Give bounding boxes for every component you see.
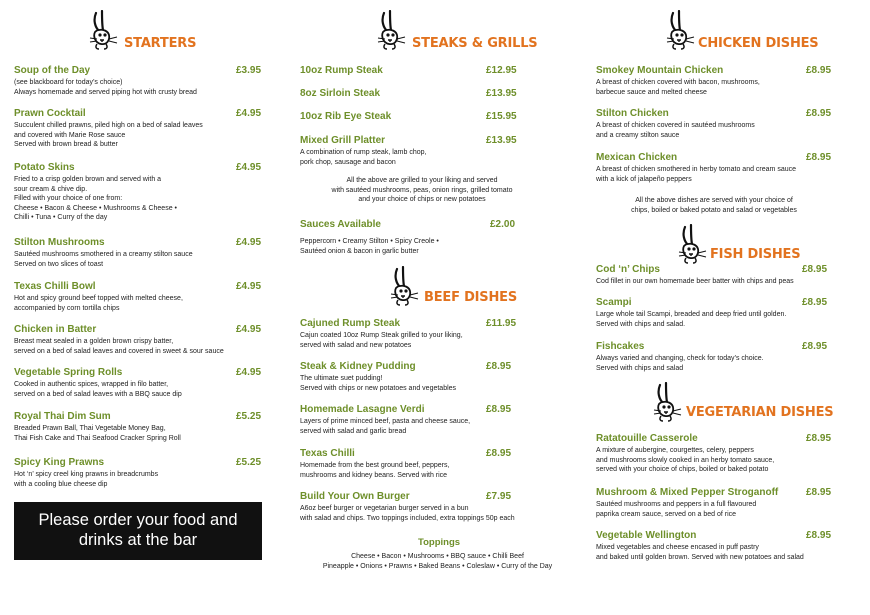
rabbit-logo-icon <box>676 224 710 264</box>
item-description <box>596 78 760 97</box>
rabbit-logo-icon <box>87 10 121 50</box>
item-description <box>14 380 182 399</box>
description-line: (see blackboard for today’s choice) <box>14 79 123 86</box>
description-line: barbecue sauce and melted cheese <box>596 88 707 96</box>
description-line: Always varied and changing, check for today’s choice. <box>596 355 764 362</box>
item-description <box>14 337 224 356</box>
description-line: paprika cream sauce, served on a bed of rice <box>596 510 737 518</box>
item-description <box>596 277 794 287</box>
item-name: Stilton Chicken <box>596 108 669 119</box>
description-line: Thai Fish Cake and Thai Seafood Cracker Spring Roll <box>14 434 181 442</box>
item-name: Prawn Cocktail <box>14 108 86 119</box>
rabbit-logo-icon <box>651 382 685 422</box>
description-line: served with your choice of chips, boiled or baked potato <box>596 466 769 474</box>
item-description <box>300 148 426 167</box>
description-line: served on a bed of salad leaves with a BBQ sauce dip <box>14 390 182 398</box>
item-price: £8.95 <box>806 152 832 163</box>
description-line: Served with brown bread & butter <box>14 141 118 149</box>
item-description <box>14 78 197 97</box>
item-name: Sauces Available <box>300 219 381 230</box>
item-price: £5.25 <box>236 411 262 422</box>
item-price: £8.95 <box>806 530 832 541</box>
description-line: A mixture of aubergine, courgettes, celery, peppers <box>596 447 754 454</box>
item-price: £11.95 <box>486 318 517 329</box>
item-description <box>14 294 183 313</box>
description-line: A6oz beef burger or vegetarian burger served in a bun <box>300 505 469 512</box>
item-price: £8.95 <box>806 65 832 76</box>
item-name: Texas Chilli <box>300 448 355 459</box>
description-line: Always homemade and served piping hot with crusty bread <box>14 88 197 96</box>
item-price: £8.95 <box>806 487 832 498</box>
rabbit-logo-icon <box>664 10 698 50</box>
item-name: Steak & Kidney Pudding <box>300 361 416 372</box>
steaks-note-line: All the above are grilled to your liking and served <box>346 177 498 184</box>
item-price: £8.95 <box>802 341 828 352</box>
description-line: Served with chips and salad. <box>596 320 686 328</box>
description-line: Cajun coated 10oz Rump Steak grilled to your liking, <box>300 332 463 339</box>
description-line: Breast meat sealed in a golden brown crispy batter, <box>14 338 174 345</box>
item-description <box>596 165 796 184</box>
description-line: Chilli • Tuna • Curry of the day <box>14 214 108 222</box>
item-name: Build Your Own Burger <box>300 491 410 502</box>
item-description <box>596 354 764 373</box>
description-line: Succulent chilled prawns, piled high on a bed of salad leaves <box>14 122 203 129</box>
steaks-note-line: with sautéed mushrooms, peas, onion rings, grilled tomato <box>331 186 513 194</box>
item-price: £7.95 <box>486 491 512 502</box>
item-name: Fishcakes <box>596 341 645 352</box>
description-line: and covered with Marie Rose sauce <box>14 131 126 139</box>
item-price: £8.95 <box>802 297 828 308</box>
description-line: Hot and spicy ground beef topped with melted cheese, <box>14 295 183 302</box>
toppings-list <box>300 552 575 571</box>
description-line: Sautéed onion & bacon in garlic butter <box>300 247 419 255</box>
description-line: served with salad and garlic bread <box>300 427 407 435</box>
item-price: £2.00 <box>490 219 516 230</box>
item-name: Scampi <box>596 297 632 308</box>
item-name: Vegetable Spring Rolls <box>14 367 123 378</box>
steaks-title: STEAKS & GRILLS <box>412 36 538 51</box>
starters-column <box>14 0 266 615</box>
item-name: Mixed Grill Platter <box>300 135 386 146</box>
item-name: Soup of the Day <box>14 65 91 76</box>
description-line: and a creamy stilton sauce <box>596 131 680 139</box>
item-description <box>596 310 786 329</box>
description-line: served on a bed of salad leaves and covered in sweet & sour sauce <box>14 347 224 355</box>
item-name: Mushroom & Mixed Pepper Stroganoff <box>596 487 779 498</box>
description-line: with a cooling blue cheese dip <box>14 480 108 488</box>
steaks-note <box>300 176 544 205</box>
item-description <box>300 374 456 393</box>
item-name: Stilton Mushrooms <box>14 237 105 248</box>
description-line: served with salad and new potatoes <box>300 341 412 349</box>
item-name: Cod ‘n’ Chips <box>596 264 660 275</box>
item-name: Ratatouille Casserole <box>596 433 698 444</box>
item-name: Spicy King Prawns <box>14 457 105 468</box>
chicken-note <box>596 196 832 215</box>
description-line: Homemade from the best ground beef, peppers, <box>300 462 450 469</box>
description-line: Served with chips or new potatoes and vegetables <box>300 384 457 392</box>
item-price: £8.95 <box>806 108 832 119</box>
chicken-fish-veg-column <box>596 0 836 615</box>
item-description <box>596 543 804 562</box>
item-description <box>14 424 181 443</box>
item-name: Mexican Chicken <box>596 152 678 163</box>
description-line: Layers of prime minced beef, pasta and cheese sauce, <box>300 418 471 425</box>
description-line: Fried to a crisp golden brown and served with a <box>14 176 162 183</box>
description-line: A breast of chicken smothered in herby tomato and cream sauce <box>596 166 796 173</box>
item-price: £4.95 <box>236 367 262 378</box>
item-price: £4.95 <box>236 108 262 119</box>
description-line: A breast of chicken covered in sautéed mushrooms <box>596 122 755 129</box>
item-price: £13.95 <box>486 135 517 146</box>
item-name: 10oz Rib Eye Steak <box>300 111 392 122</box>
description-line: The ultimate suet pudding! <box>300 375 383 382</box>
item-name: Cajuned Rump Steak <box>300 318 401 329</box>
item-name: Texas Chilli Bowl <box>14 281 96 292</box>
description-line: mushrooms and kidney beans. Served with rice <box>300 471 448 479</box>
steaks-note-line: and your choice of chips or new potatoes <box>358 196 486 204</box>
description-line: Sautéed mushrooms smothered in a creamy stilton sauce <box>14 251 193 258</box>
description-line: Filled with your choice of one from: <box>14 195 123 203</box>
item-price: £3.95 <box>236 65 262 76</box>
item-price: £8.95 <box>806 433 832 444</box>
item-name: Potato Skins <box>14 162 75 173</box>
item-price: £4.95 <box>236 324 262 335</box>
item-name: Chicken in Batter <box>14 324 97 335</box>
item-name: Vegetable Wellington <box>596 530 697 541</box>
item-description <box>596 121 755 140</box>
description-line: A combination of rump steak, lamb chop, <box>300 149 427 156</box>
item-price: £5.25 <box>236 457 262 468</box>
item-description <box>596 446 774 475</box>
description-line: with salad and chips. Two toppings included, extra toppings 50p each <box>300 514 515 522</box>
item-price: £8.95 <box>486 448 512 459</box>
steaks-beef-column <box>300 0 575 615</box>
fish-title: FISH DISHES <box>710 247 801 262</box>
toppings-line: Pineapple • Onions • Prawns • Baked Beans • Coleslaw • Curry of the Day <box>322 562 553 570</box>
vegetarian-title: VEGETARIAN DISHES <box>686 405 834 420</box>
item-price: £4.95 <box>236 237 262 248</box>
item-description <box>300 331 463 350</box>
item-name: Smokey Mountain Chicken <box>596 65 724 76</box>
description-line: Cod fillet in our own homemade beer batter with chips and peas <box>596 278 794 285</box>
item-name: Homemade Lasagne Verdi <box>300 404 425 415</box>
rabbit-logo-icon <box>375 10 409 50</box>
item-description <box>300 237 439 256</box>
item-price: £8.95 <box>802 264 828 275</box>
item-description <box>300 504 515 523</box>
description-line: Hot ‘n’ spicy creel king prawns in breadcrumbs <box>14 471 159 478</box>
item-name: 10oz Rump Steak <box>300 65 383 76</box>
chicken-note-line: All the above dishes are served with your choice of <box>635 197 793 204</box>
rabbit-logo-icon <box>388 266 422 306</box>
description-line: A breast of chicken covered with bacon, mushrooms, <box>596 79 760 86</box>
item-name: Royal Thai Dim Sum <box>14 411 111 422</box>
description-line: Peppercorn • Creamy Stilton • Spicy Creole • <box>300 238 439 245</box>
description-line: sour cream & chive dip. <box>14 185 88 193</box>
description-line: Cheese • Bacon & Cheese • Mushrooms & Cheese • <box>14 204 177 212</box>
item-price: £8.95 <box>486 404 512 415</box>
item-description <box>14 121 203 150</box>
order-at-bar-notice <box>14 502 262 560</box>
order-line-2: drinks at the bar <box>78 531 198 549</box>
description-line: accompanied by corn tortilla chips <box>14 304 120 312</box>
toppings-title: Toppings <box>418 537 461 548</box>
description-line: Mixed vegetables and cheese encased in puff pastry <box>596 544 759 551</box>
starters-title: STARTERS <box>124 36 197 51</box>
item-name: 8oz Sirloin Steak <box>300 88 381 99</box>
chicken-title: CHICKEN DISHES <box>698 36 819 51</box>
toppings-line: Cheese • Bacon • Mushrooms • BBQ sauce • Chilli Beef <box>351 553 524 560</box>
description-line: Sautéed mushrooms and peppers in a full flavoured <box>596 501 757 508</box>
item-description <box>300 417 470 436</box>
item-description <box>300 461 449 480</box>
chicken-note-line: chips, boiled or baked potato and salad or vegetables <box>631 206 797 214</box>
description-line: Cooked in authentic spices, wrapped in filo batter, <box>14 381 169 388</box>
item-price: £12.95 <box>486 65 517 76</box>
item-description <box>14 250 193 269</box>
description-line: Served on two slices of toast <box>14 260 104 268</box>
item-price: £4.95 <box>236 162 262 173</box>
description-line: Served with chips and salad <box>596 364 684 372</box>
item-price: £4.95 <box>236 281 262 292</box>
item-price: £8.95 <box>486 361 512 372</box>
description-line: and baked until golden brown. Served with new potatoes and salad <box>596 553 804 561</box>
beef-title: BEEF DISHES <box>424 290 517 305</box>
description-line: Large whole tail Scampi, breaded and deep fried until golden. <box>596 311 787 318</box>
description-line: pork chop, sausage and bacon <box>300 158 396 166</box>
description-line: with a kick of jalapeño peppers <box>596 175 692 183</box>
item-description <box>596 500 756 519</box>
item-price: £13.95 <box>486 88 517 99</box>
description-line: and mushrooms slowly cooked in an herby tomato sauce, <box>596 456 775 464</box>
description-line: Breaded Prawn Ball, Thai Vegetable Money Bag, <box>14 425 166 432</box>
item-price: £15.95 <box>486 111 517 122</box>
item-description <box>14 175 177 223</box>
order-line-1: Please order your food and <box>38 511 238 529</box>
item-description <box>14 470 158 489</box>
